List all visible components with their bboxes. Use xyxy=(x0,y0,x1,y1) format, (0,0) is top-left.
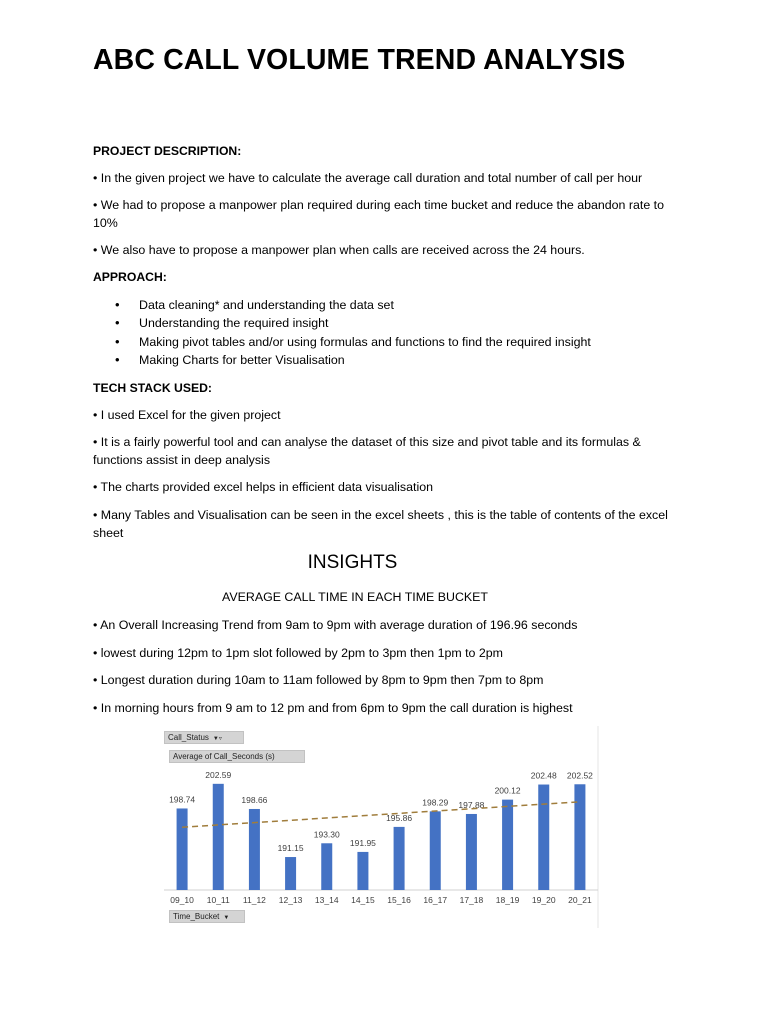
bar xyxy=(321,843,332,890)
insights-heading: INSIGHTS xyxy=(307,552,398,573)
bar xyxy=(177,808,188,890)
insight-point: • Longest duration during 10am to 11am followed by 8pm to 9pm then 7pm to 8pm xyxy=(93,673,544,687)
tech-stack-heading: TECH STACK USED: xyxy=(93,381,212,395)
data-label: 198.29 xyxy=(422,797,449,808)
x-tick-label: 17_18 xyxy=(459,895,484,905)
call-status-filter-label: Call_Status xyxy=(168,733,209,742)
data-label: 191.95 xyxy=(349,837,376,848)
x-tick-label: 11_12 xyxy=(242,895,266,905)
data-label: 198.74 xyxy=(169,794,196,805)
measure-field-button[interactable] xyxy=(169,750,305,763)
data-label: 198.66 xyxy=(241,794,268,805)
measure-field-label: Average of Call_Seconds (s) xyxy=(173,752,275,761)
call-duration-chart xyxy=(160,726,600,928)
x-tick-label: 15_16 xyxy=(387,895,411,905)
call-status-filter-button[interactable] xyxy=(164,731,244,744)
bar xyxy=(574,784,585,890)
x-tick-label: 13_14 xyxy=(314,895,339,905)
insight-point: • An Overall Increasing Trend from 9am to 9pm with average duration of 196.96 seconds xyxy=(93,618,578,632)
x-tick-label: 16_17 xyxy=(423,895,448,905)
tech-stack-point: • The charts provided excel helps in efficient data visualisation xyxy=(93,480,433,494)
bar xyxy=(357,852,368,890)
x-tick-label: 14_15 xyxy=(351,895,375,905)
x-tick-label: 12_13 xyxy=(278,895,303,905)
x-tick-label: 18_19 xyxy=(495,895,520,905)
approach-heading: APPROACH: xyxy=(93,270,167,284)
insight-point: • lowest during 12pm to 1pm slot followed by 2pm to 3pm then 1pm to 2pm xyxy=(93,646,503,660)
tech-stack-point: • Many Tables and Visualisation can be seen in the excel sheets , this is the table of contents of the excel sheet xyxy=(93,508,668,540)
bar xyxy=(430,811,441,890)
approach-item: • Making Charts for better Visualisation xyxy=(93,351,591,369)
project-description-point: • We also have to propose a manpower plan when calls are received across the 24 hours. xyxy=(93,243,585,257)
filter-icon: ▼▿ xyxy=(212,736,222,742)
project-description-point: • We had to propose a manpower plan required during each time bucket and reduce the abandon rate to 10% xyxy=(93,198,665,230)
time-bucket-field-button[interactable] xyxy=(169,910,245,923)
bar xyxy=(538,785,549,890)
insights-subheading: AVERAGE CALL TIME IN EACH TIME BUCKET xyxy=(222,590,488,604)
data-label: 202.48 xyxy=(530,770,557,781)
bar xyxy=(285,857,296,890)
document-title: ABC CALL VOLUME TREND ANALYSIS xyxy=(93,44,626,76)
bar xyxy=(466,814,477,890)
bar xyxy=(394,827,405,890)
data-label: 191.15 xyxy=(277,843,304,854)
tech-stack-point: • It is a fairly powerful tool and can analyse the dataset of this size and pivot table and its formulas & functions assist in deep analysis xyxy=(93,435,641,467)
approach-list xyxy=(93,296,591,369)
insight-point: • In morning hours from 9 am to 12 pm and from 6pm to 9pm the call duration is highest xyxy=(93,701,573,715)
x-tick-label: 09_10 xyxy=(170,895,194,905)
project-description-point: • In the given project we have to calculate the average call duration and total number of call per hour xyxy=(93,171,643,185)
data-label: 202.52 xyxy=(566,770,593,781)
data-label: 202.59 xyxy=(205,769,232,780)
bar xyxy=(502,800,513,890)
approach-item: • Making pivot tables and/or using formulas and functions to find the required insight xyxy=(93,333,591,351)
chevron-down-icon: ▼ xyxy=(223,915,230,921)
x-tick-label: 20_21 xyxy=(568,895,592,905)
project-description-heading: PROJECT DESCRIPTION: xyxy=(93,144,242,158)
x-tick-label: 19_20 xyxy=(531,895,556,905)
x-tick-label: 10_11 xyxy=(206,895,230,905)
data-label: 200.12 xyxy=(494,785,521,796)
time-bucket-field-label: Time_Bucket xyxy=(173,912,220,921)
data-label: 193.30 xyxy=(313,829,340,840)
approach-item: • Data cleaning* and understanding the data set xyxy=(93,296,591,314)
bar xyxy=(249,809,260,890)
tech-stack-point: • I used Excel for the given project xyxy=(93,408,281,422)
bar xyxy=(213,784,224,890)
data-label: 195.86 xyxy=(386,812,413,823)
approach-item: • Understanding the required insight xyxy=(93,314,591,332)
data-label: 197.88 xyxy=(458,799,485,810)
